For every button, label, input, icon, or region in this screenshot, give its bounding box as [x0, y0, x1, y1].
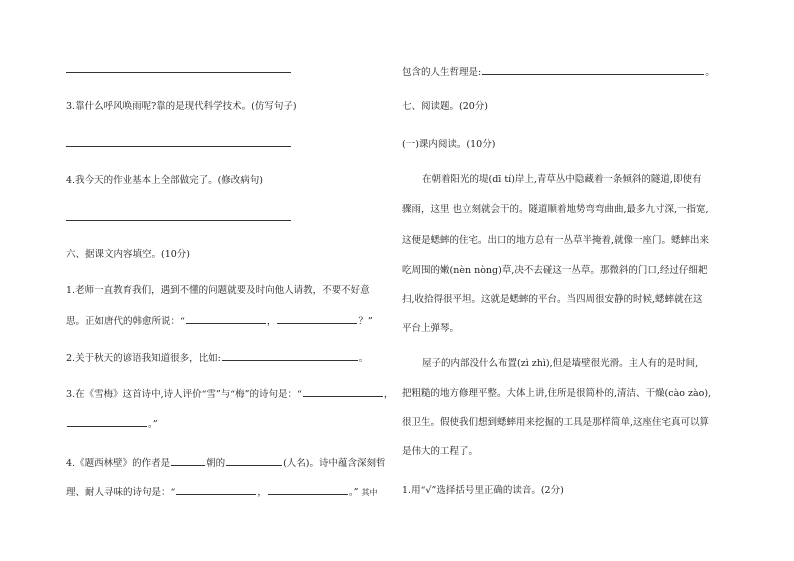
subsection-1-title: (一)课内阅读。(10分) [402, 139, 496, 150]
fill-blank[interactable] [226, 455, 282, 466]
q3-prefix: 3.在《雪梅》这首诗中,诗人评价“雪”与“梅”的诗句是：“ [66, 389, 302, 400]
right-top-line [402, 64, 715, 79]
q1-line2-prefix: 思。正如唐代的韩愈所说：“ [66, 316, 185, 327]
passage-1-line-1: 在朝着阳光的堤(dī tí)岸上,青草丛中隐藏着一条倾斜的隧道,即使有 [422, 174, 702, 185]
q4-prefix: 4.《题西林壁》的作者是 [66, 458, 171, 469]
answer-line-q4 [66, 220, 291, 221]
section-6-q1-line2 [66, 313, 373, 328]
section-6-q3-line2 [66, 416, 158, 431]
q3-comma: ， [383, 389, 394, 400]
answer-line-top [66, 72, 291, 73]
fill-blank[interactable] [171, 455, 205, 466]
passage-2-line-2: 把粗糙的地方修理平整。大体上讲,住所是很简朴的,清洁、干燥(cào zào), [402, 388, 712, 399]
reading-question-1: 1.用“√”选择括号里正确的读音。(2分) [402, 485, 564, 496]
q1-comma: ， [266, 316, 277, 327]
passage-1-line-4: 吃周围的嫩(nèn nòng)草,决不去碰这一丛草。那微斜的门口,经过仔细耙 [402, 265, 708, 276]
q4-suffix: (人名)。诗中蕴含深刻哲 [283, 458, 386, 469]
q4-line2-suffix: 。” [348, 487, 359, 498]
section-6-q4-line1 [66, 455, 386, 470]
question-4-text: 4.我今天的作业基本上全部做完了。(修改病句) [66, 175, 263, 186]
passage-1-line-5: 扫,收拾得很平坦。这就是蟋蟀的平台。当四周很安静的时候,蟋蟀就在这 [402, 294, 703, 305]
fill-blank[interactable] [67, 416, 147, 427]
q4-line2-tail: 其中 [361, 488, 378, 497]
right-top-prefix: 包含的人生哲理是: [402, 67, 482, 78]
section-6-q3-line1 [66, 386, 393, 401]
fill-blank[interactable] [186, 313, 266, 324]
fill-blank[interactable] [482, 64, 704, 75]
q4-middle: 朝的 [206, 458, 226, 469]
passage-1-line-6: 平台上弹琴。 [402, 323, 460, 334]
q3-suffix: 。” [148, 419, 158, 430]
passage-2-line-4: 是伟大的工程了。 [402, 446, 479, 457]
right-top-suffix: 。 [705, 67, 715, 78]
q4-line2-prefix: 理、耐人寻味的诗句是：“ [66, 487, 176, 498]
fill-blank[interactable] [268, 484, 348, 495]
fill-blank[interactable] [277, 313, 357, 324]
section-6-q4-line2 [66, 484, 378, 499]
section-6-q1-line1: 1.老师一直教育我们，遇到不懂的问题就要及时向他人请教，不要不好意 [66, 285, 370, 296]
fill-blank[interactable] [303, 386, 383, 397]
answer-line-q3 [66, 146, 291, 147]
q1-suffix: ？” [358, 316, 373, 327]
passage-1-line-2: 骤雨，这里 也立刻就会干的。隧道顺着地势弯弯曲曲,最多九寸深,一指宽, [402, 204, 709, 215]
passage-2-line-3: 很卫生。假使我们想到蟋蟀用来挖掘的工具是那样简单,这座住宅真可以算 [402, 417, 710, 428]
fill-blank[interactable] [176, 484, 256, 495]
q2-suffix: 。 [358, 353, 369, 364]
fill-blank[interactable] [222, 350, 358, 361]
question-3-text: 3.靠什么呼风唤雨呢?靠的是现代科学技术。(仿写句子) [66, 101, 297, 112]
passage-2-line-1: 屋子的内部没什么布置(zì zhì),但是墙壁很光滑。主人有的是时间, [422, 358, 699, 369]
q2-prefix: 2.关于秋天的谚语我知道很多，比如: [66, 353, 221, 364]
section-7-title: 七、阅读题。(20分) [402, 101, 489, 112]
section-6-title: 六、据课文内容填空。(10分) [66, 249, 191, 260]
passage-1-line-3: 这便是蟋蟀的住宅。出口的地方总有一丛草半掩着,就像一座门。蟋蟀出来 [402, 235, 710, 246]
section-6-q2 [66, 350, 368, 365]
q4-line2-comma: ， [257, 487, 267, 498]
